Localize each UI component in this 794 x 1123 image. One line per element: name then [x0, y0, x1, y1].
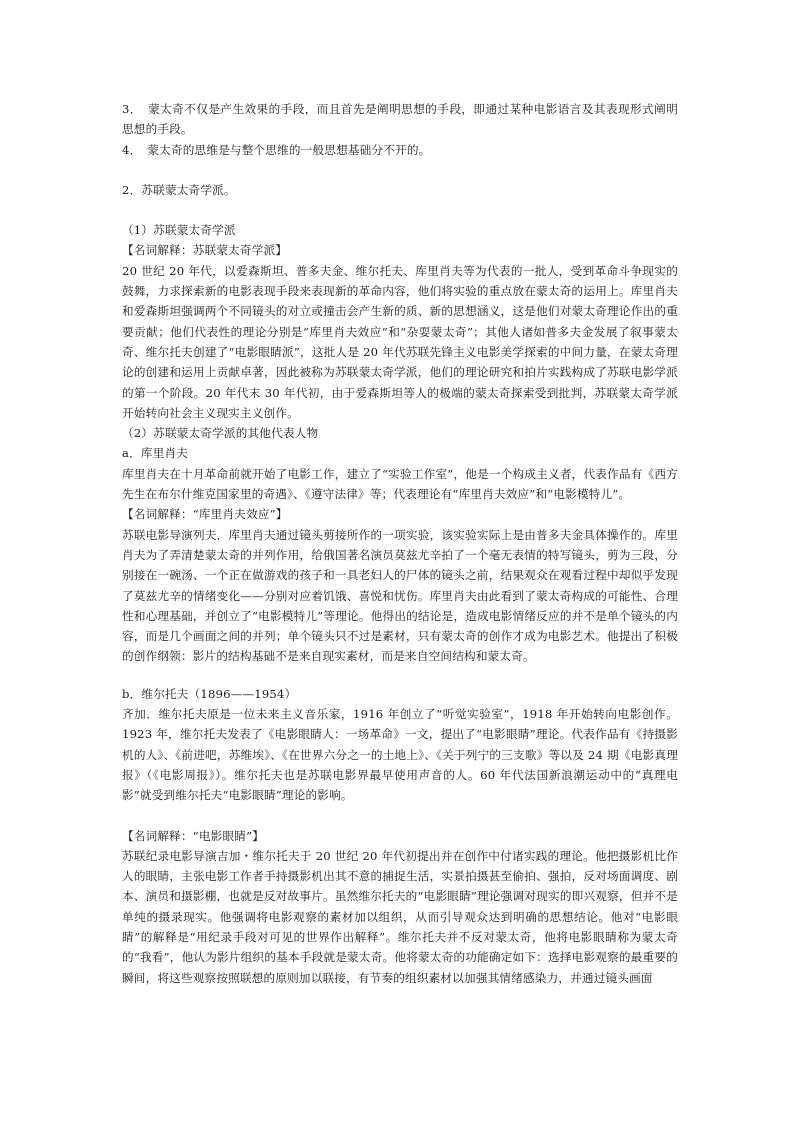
- subheading-other-representatives: （2）苏联蒙太奇学派的其他代表人物: [122, 426, 319, 441]
- term-heading-kino-eye: 【名词解释：“电影眼睛”】: [122, 828, 264, 843]
- term-heading-soviet-montage-school: 【名词解释：苏联蒙太奇学派】: [122, 243, 288, 258]
- paragraph-soviet-montage-school: 20 世纪 20 年代，以爱森斯坦、普多夫金、维尔托夫、库里肖夫等为代表的一批人，受到革命斗争现实的鼓舞，力求探索新的电影表现手段来表现新的革命内容，他们将实验的重点放在蒙太奇的运用上。库里肖夫和爱森斯坦强调两个不同镜头的对立或撞击会产生新的质、新的思想涵义，这是他们对蒙太奇理论作出的重要贡献；他们代表性的理论分别是“库里肖夫效应”和“杂耍蒙太奇”；其他人诸如普多夫金发展了叙事蒙太奇、维尔托夫创建了“电影眼睛派”，这批人是 20 年代苏联先锋主义电影美学探索的中间力量，在蒙太奇理论的创建和运用上贡献卓著，因此被称为苏联蒙太奇学派，他们的理论研究和拍片实践构成了苏联电影学派的第一个阶段。20 年代末 30 年代初，由于爱森斯坦等人的极端的蒙太奇探索受到批判，苏联蒙太奇学派开始转向社会主义现实主义创作。: [122, 263, 678, 420]
- document-page: [122, 99, 678, 988]
- term-heading-kuleshov-effect: 【名词解释：“库里肖夫效应”】: [122, 507, 288, 522]
- paragraph-kino-eye: 苏联纪录电影导演吉加・维尔托夫于 20 世纪 20 年代初提出并在创作中付诸实践的理论。他把摄影机比作人的眼睛，主张电影工作者手持摄影机出其不意的捕捉生活，实景拍摄甚至偷拍、强拍，反对场面调度、剧本、演员和摄影棚，也就是反对故事片。虽然维尔托夫的“电影眼睛”理论强调对现实的即兴观察，但并不是单纯的摄录现实。他强调将电影观察的素材加以组织，从而引导观众达到明确的思想结论。他对“电影眼睛”的解释是“用纪录手段对可见的世界作出解释”。维尔托夫并不反对蒙太奇，他将电影眼睛称为蒙太奇的“我看”，他认为影片组织的基本手段就是蒙太奇。他将蒙太奇的功能确定如下：选择电影观察的最重要的瞬间，将这些观察按照联想的原则加以联接，有节奏的组织素材以加强其情绪感染力，并通过镜头画面: [122, 848, 678, 985]
- item-heading-kuleshov: a．库里肖夫: [122, 446, 189, 461]
- paragraph-point-3: 3． 蒙太奇不仅是产生效果的手段，而且首先是阐明思想的手段，即通过某种电影语言及其表现形式阐明思想的手段。: [122, 102, 678, 137]
- paragraph-kuleshov-intro: 库里肖夫在十月革命前就开始了电影工作，建立了“实验工作室”，他是一个构成主义者，代表作品有《西方先生在布尔什维克国家里的奇遇》、《遵守法律》等；代表理论有“库里肖夫效应”和“电影模特儿”。: [122, 466, 678, 502]
- paragraph-vertov-intro: 齐加．维尔托夫原是一位未来主义音乐家，1916 年创立了“听觉实验室”，1918 年开始转向电影创作。1923 年，维尔托夫发表了《电影眼睛人：一场革命》一文，提出了“电影眼睛”理论。代表作品有《持摄影机的人》、《前进吧，苏维埃》、《在世界六分之一的土地上》、《关于列宁的三支歌》等以及 24 期《电影真理报》（《电影周报》）。维尔托夫也是苏联电影界最早使用声音的人。60 年代法国新浪潮运动中的“真理电影”就受到维尔托夫“电影眼睛”理论的影响。: [122, 707, 678, 803]
- paragraph-point-4: 4． 蒙太奇的思维是与整个思维的一般思想基础分不开的。: [122, 142, 431, 157]
- section-heading-soviet-school: 2．苏联蒙太奇学派。: [122, 182, 236, 197]
- subheading-soviet-montage-school: （1）苏联蒙太奇学派: [122, 223, 236, 238]
- paragraph-kuleshov-effect: 苏联电影导演列夫．库里肖夫通过镜头剪接所作的一项实验，该实验实际上是由普多夫金具体操作的。库里肖夫为了弄清楚蒙太奇的并列作用，给俄国著名演员莫兹尤辛拍了一个毫无表情的特写镜头，剪为三段，分别接在一碗汤、一个正在做游戏的孩子和一具老妇人的尸体的镜头之前，结果观众在观看过程中却似乎发现了莫兹尤辛的情绪变化——分别对应着饥饿、喜悦和忧伤。库里肖夫由此看到了蒙太奇构成的可能性、合理性和心理基础，并创立了“电影模特儿”等理论。他得出的结论是，造成电影情绪反应的并不是单个镜头的内容，而是几个画面之间的并列；单个镜头只不过是素材，只有蒙太奇的创作才成为电影艺术。他提出了积极的创作纲领：影片的结构基础不是来自现实素材，而是来自空间结构和蒙太奇。: [122, 527, 678, 664]
- item-heading-vertov: b．维尔托夫（1896——1954）: [122, 686, 297, 701]
